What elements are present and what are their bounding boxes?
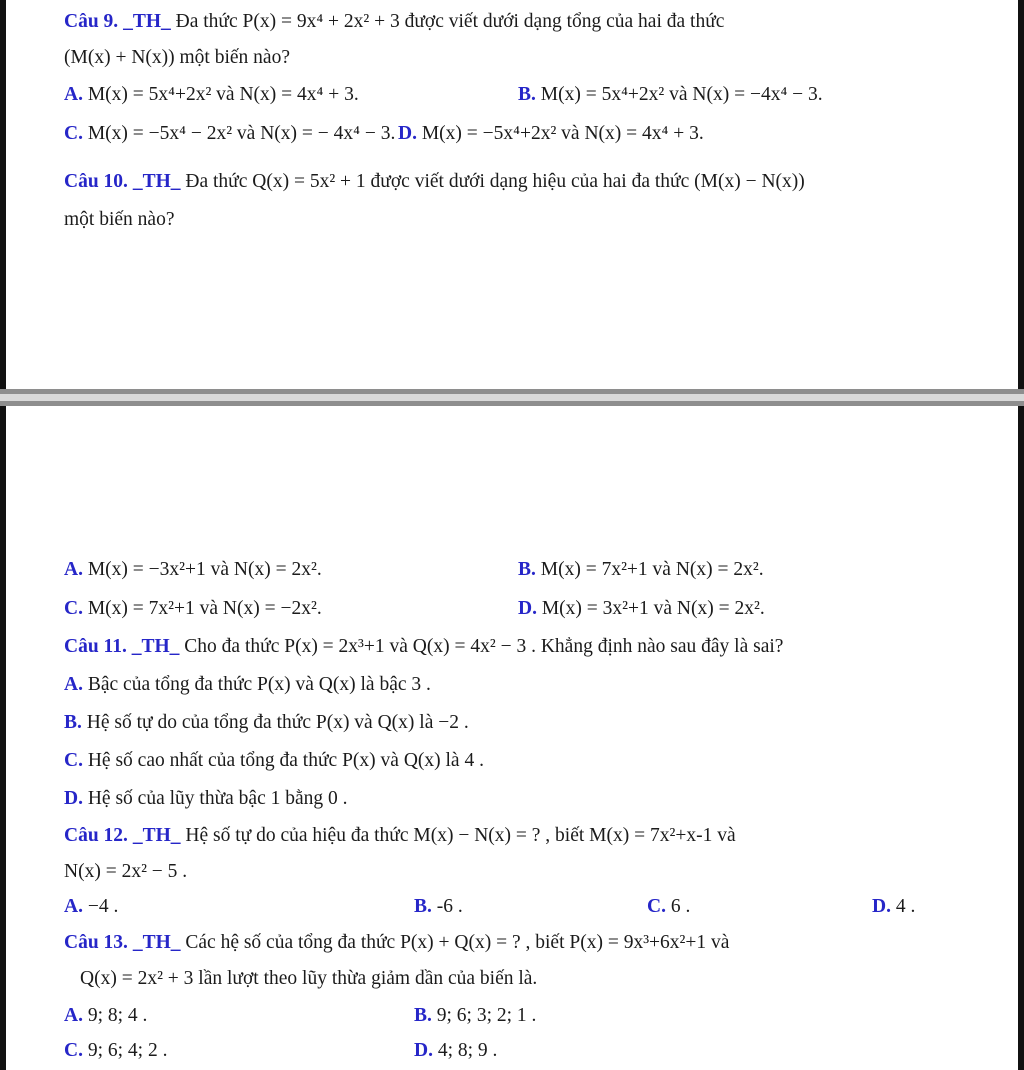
cau10-option-c-text: M(x) = 7x²+1 và N(x) = −2x². <box>87 598 322 619</box>
cau12-option-a[interactable] <box>64 897 118 917</box>
cau10-option-a[interactable] <box>64 560 322 580</box>
cau10-option-c-key: C. <box>64 598 83 619</box>
cau10-option-d-key: D. <box>518 598 537 619</box>
cau12-option-d[interactable] <box>872 897 915 917</box>
cau12-option-b[interactable] <box>414 897 463 917</box>
cau9-option-b[interactable] <box>518 85 823 105</box>
cau13-stem-line1 <box>64 933 729 953</box>
cau11-option-b[interactable] <box>64 713 469 733</box>
cau12-option-c[interactable] <box>647 897 690 917</box>
cau10-label: Câu 10. <box>64 171 128 192</box>
cau13-stem-text2: Q(x) = 2x² + 3 lần lượt theo lũy thừa giảm dần của biến là. <box>80 968 538 989</box>
cau12-option-d-text: 4 . <box>895 896 916 917</box>
cau11-label: Câu 11. <box>64 636 127 657</box>
cau11-tag: _TH_ <box>131 636 180 657</box>
cau12-option-c-text: 6 . <box>670 896 691 917</box>
cau11-option-a-text: Bậc của tổng đa thức P(x) và Q(x) là bậc 3 . <box>87 674 431 695</box>
cau9-option-c[interactable] <box>64 124 395 144</box>
cau13-option-d-text: 4; 8; 9 . <box>437 1040 498 1061</box>
cau12-option-a-text: −4 . <box>87 896 119 917</box>
cau11-option-c[interactable] <box>64 751 484 771</box>
cau12-option-b-text: -6 . <box>436 896 463 917</box>
cau10-option-d[interactable] <box>518 599 765 619</box>
cau10-stem-text2: một biến nào? <box>64 209 175 230</box>
cau11-option-a[interactable] <box>64 675 431 695</box>
cau9-option-d-text: M(x) = −5x⁴+2x² và N(x) = 4x⁴ + 3. <box>421 123 704 144</box>
cau11-option-c-text: Hệ số cao nhất của tổng đa thức P(x) và Q(x) là 4 . <box>87 750 484 771</box>
cau10-option-c[interactable] <box>64 599 322 619</box>
cau10-option-b-text: M(x) = 7x²+1 và N(x) = 2x². <box>540 559 764 580</box>
cau11-option-b-text: Hệ số tự do của tổng đa thức P(x) và Q(x) là −2 . <box>86 712 469 733</box>
cau12-stem-line1 <box>64 826 736 846</box>
cau10-stem-text1: Đa thức Q(x) = 5x² + 1 được viết dưới dạng hiệu của hai đa thức (M(x) − N(x)) <box>185 171 805 192</box>
cau11-option-b-key: B. <box>64 712 82 733</box>
cau10-option-a-key: A. <box>64 559 83 580</box>
cau13-tag: _TH_ <box>132 932 181 953</box>
cau9-option-d-key: D. <box>398 123 417 144</box>
cau12-option-b-key: B. <box>414 896 432 917</box>
cau13-stem-line2 <box>80 969 537 989</box>
cau13-label: Câu 13. <box>64 932 128 953</box>
cau9-option-a-text: M(x) = 5x⁴+2x² và N(x) = 4x⁴ + 3. <box>87 84 359 105</box>
scan-separator-fill <box>0 394 1024 401</box>
cau13-option-d[interactable] <box>414 1041 497 1061</box>
cau13-option-d-key: D. <box>414 1040 433 1061</box>
cau13-option-b-text: 9; 6; 3; 2; 1 . <box>436 1005 537 1026</box>
cau9-stem-line2 <box>64 48 290 68</box>
cau13-stem-text1: Các hệ số của tổng đa thức P(x) + Q(x) = ? , biết P(x) = 9x³+6x²+1 và <box>185 932 730 953</box>
cau9-stem-line1 <box>64 12 724 32</box>
cau9-option-c-text: M(x) = −5x⁴ − 2x² và N(x) = − 4x⁴ − 3. <box>87 123 396 144</box>
cau11-option-c-key: C. <box>64 750 83 771</box>
cau10-option-b[interactable] <box>518 560 764 580</box>
cau9-stem-text2: (M(x) + N(x)) một biến nào? <box>64 47 290 68</box>
cau12-tag: _TH_ <box>132 825 181 846</box>
cau9-stem-text1: Đa thức P(x) = 9x⁴ + 2x² + 3 được viết dưới dạng tổng của hai đa thức <box>175 11 725 32</box>
cau11-option-d-text: Hệ số của lũy thừa bậc 1 bằng 0 . <box>87 788 348 809</box>
cau9-option-a-key: A. <box>64 84 83 105</box>
cau13-option-c-text: 9; 6; 4; 2 . <box>87 1040 168 1061</box>
cau10-option-b-key: B. <box>518 559 536 580</box>
cau11-option-a-key: A. <box>64 674 83 695</box>
cau13-option-a-text: 9; 8; 4 . <box>87 1005 148 1026</box>
cau13-option-b[interactable] <box>414 1006 536 1026</box>
cau10-stem-line1 <box>64 172 805 192</box>
cau10-tag: _TH_ <box>132 171 181 192</box>
cau12-option-d-key: D. <box>872 896 891 917</box>
cau11-option-d-key: D. <box>64 788 83 809</box>
page-edge-left <box>0 0 6 1070</box>
cau12-stem-line2 <box>64 862 187 882</box>
cau9-label: Câu 9. <box>64 11 119 32</box>
cau9-tag: _TH_ <box>123 11 171 32</box>
cau12-stem-text1: Hệ số tự do của hiệu đa thức M(x) − N(x) = ? , biết M(x) = 7x²+x-1 và <box>185 825 736 846</box>
cau11-stem-text1: Cho đa thức P(x) = 2x³+1 và Q(x) = 4x² − 3 . Khẳng định nào sau đây là sai? <box>184 636 784 657</box>
cau13-option-b-key: B. <box>414 1005 432 1026</box>
cau11-stem-line1 <box>64 637 783 657</box>
page-edge-right <box>1018 0 1024 1070</box>
cau13-option-c-key: C. <box>64 1040 83 1061</box>
cau10-option-a-text: M(x) = −3x²+1 và N(x) = 2x². <box>87 559 322 580</box>
cau9-option-c-key: C. <box>64 123 83 144</box>
cau13-option-c[interactable] <box>64 1041 167 1061</box>
cau11-option-d[interactable] <box>64 789 348 809</box>
cau9-option-d[interactable] <box>398 124 704 144</box>
cau10-stem-line2 <box>64 210 174 230</box>
cau9-option-b-key: B. <box>518 84 536 105</box>
cau12-option-c-key: C. <box>647 896 666 917</box>
cau12-option-a-key: A. <box>64 896 83 917</box>
cau13-option-a[interactable] <box>64 1006 147 1026</box>
cau12-stem-text2: N(x) = 2x² − 5 . <box>64 861 188 882</box>
cau13-option-a-key: A. <box>64 1005 83 1026</box>
cau9-option-a[interactable] <box>64 85 359 105</box>
scan-separator-bottom <box>0 401 1024 406</box>
cau12-label: Câu 12. <box>64 825 128 846</box>
cau10-option-d-text: M(x) = 3x²+1 và N(x) = 2x². <box>541 598 765 619</box>
cau9-option-b-text: M(x) = 5x⁴+2x² và N(x) = −4x⁴ − 3. <box>540 84 823 105</box>
